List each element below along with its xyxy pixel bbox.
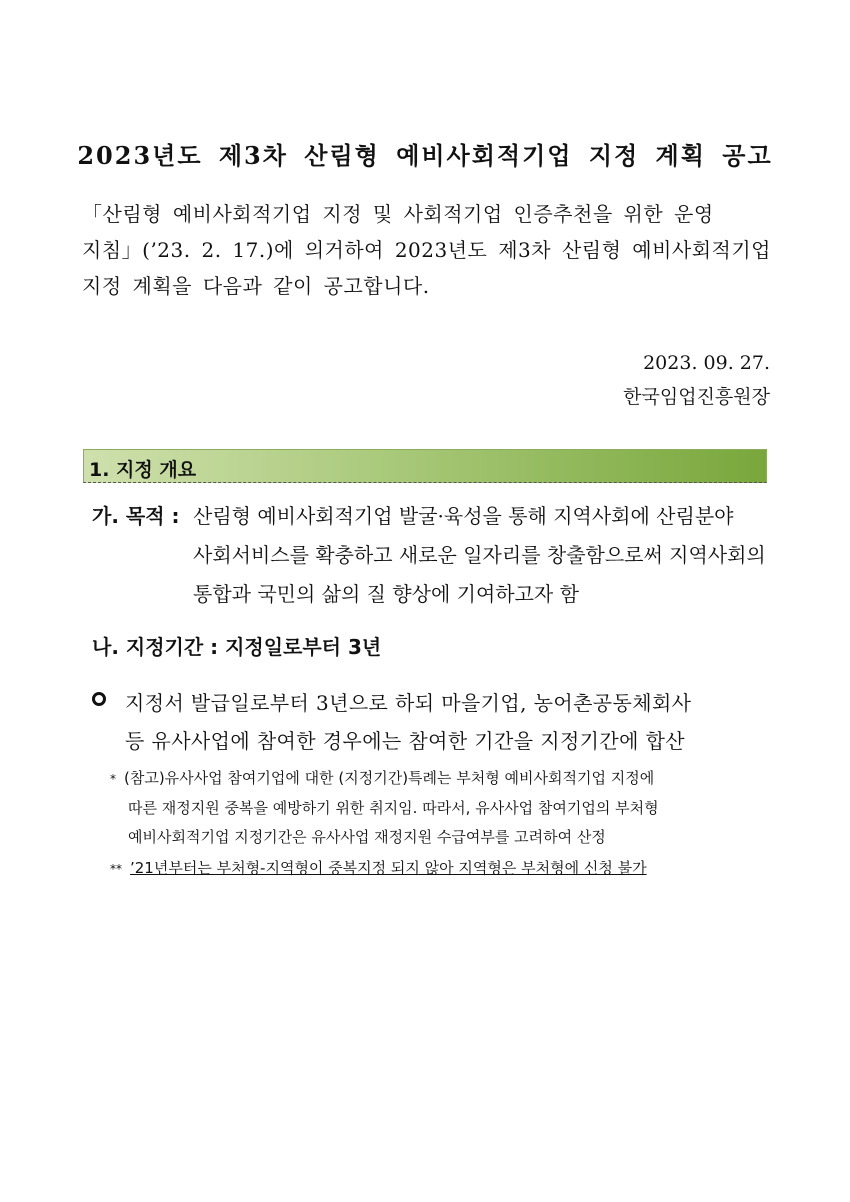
- note2-marker: **: [110, 862, 122, 876]
- announcement-date: 2023. 09. 27.: [643, 352, 770, 374]
- section-header: [83, 449, 767, 483]
- note-marker: *: [110, 772, 116, 786]
- restriction-note: [110, 857, 647, 878]
- note2-text: ’21년부터는 부처형-지역형이 중복지정 되지 않아 지역형은 부처형에 신청 불가: [130, 859, 647, 877]
- period-heading: 나. 지정기간 : 지정일로부터 3년: [92, 635, 382, 659]
- section-header-label: 1. 지정 개요: [89, 459, 197, 481]
- bullet-line: 등 유사사업에 참여한 경우에는 참여한 기간을 지정기간에 합산: [125, 729, 686, 753]
- intro-paragraph: [82, 196, 782, 304]
- reference-note: [110, 764, 790, 852]
- issuer-name: 한국임업진흥원장: [623, 386, 770, 408]
- note-line: 따른 재정지원 중복을 예방하기 위한 취지임. 따라서, 유사사업 참여기업의 부처형: [128, 799, 659, 817]
- intro-line: 「산림형 예비사회적기업 지정 및 사회적기업 인증추천을 위한 운영: [82, 202, 714, 226]
- note-line: 예비사회적기업 지정기간은 유사사업 재정지원 수급여부를 고려하여 산정: [128, 828, 606, 846]
- intro-line: 지정 계획을 다음과 같이 공고합니다.: [82, 274, 430, 298]
- intro-line: 지침」(’23. 2. 17.)에 의거하여 2023년도 제3차 산림형 예비사회적기업: [82, 238, 772, 262]
- purpose-label: 가. 목적 :: [92, 504, 180, 528]
- purpose-line: 사회서비스를 확충하고 새로운 일자리를 창출함으로써 지역사회의: [193, 543, 766, 567]
- bullet-body: [125, 684, 785, 760]
- date-signature-block: [623, 346, 770, 414]
- note-line: (참고)유사사업 참여기업에 대한 (지정기간)특례는 부처형 예비사회적기업 지정에: [124, 769, 655, 787]
- bullet-line: 지정서 발급일로부터 3년으로 하되 마을기업, 농어촌공동체회사: [125, 691, 692, 715]
- circle-bullet-icon: [92, 692, 106, 706]
- document-title: 2023년도 제3차 산림형 예비사회적기업 지정 계획 공고: [77, 141, 773, 170]
- purpose-body: [193, 497, 783, 614]
- purpose-line: 산림형 예비사회적기업 발굴·육성을 통해 지역사회에 산림분야: [193, 504, 734, 528]
- purpose-line: 통합과 국민의 삶의 질 향상에 기여하고자 함: [193, 582, 579, 606]
